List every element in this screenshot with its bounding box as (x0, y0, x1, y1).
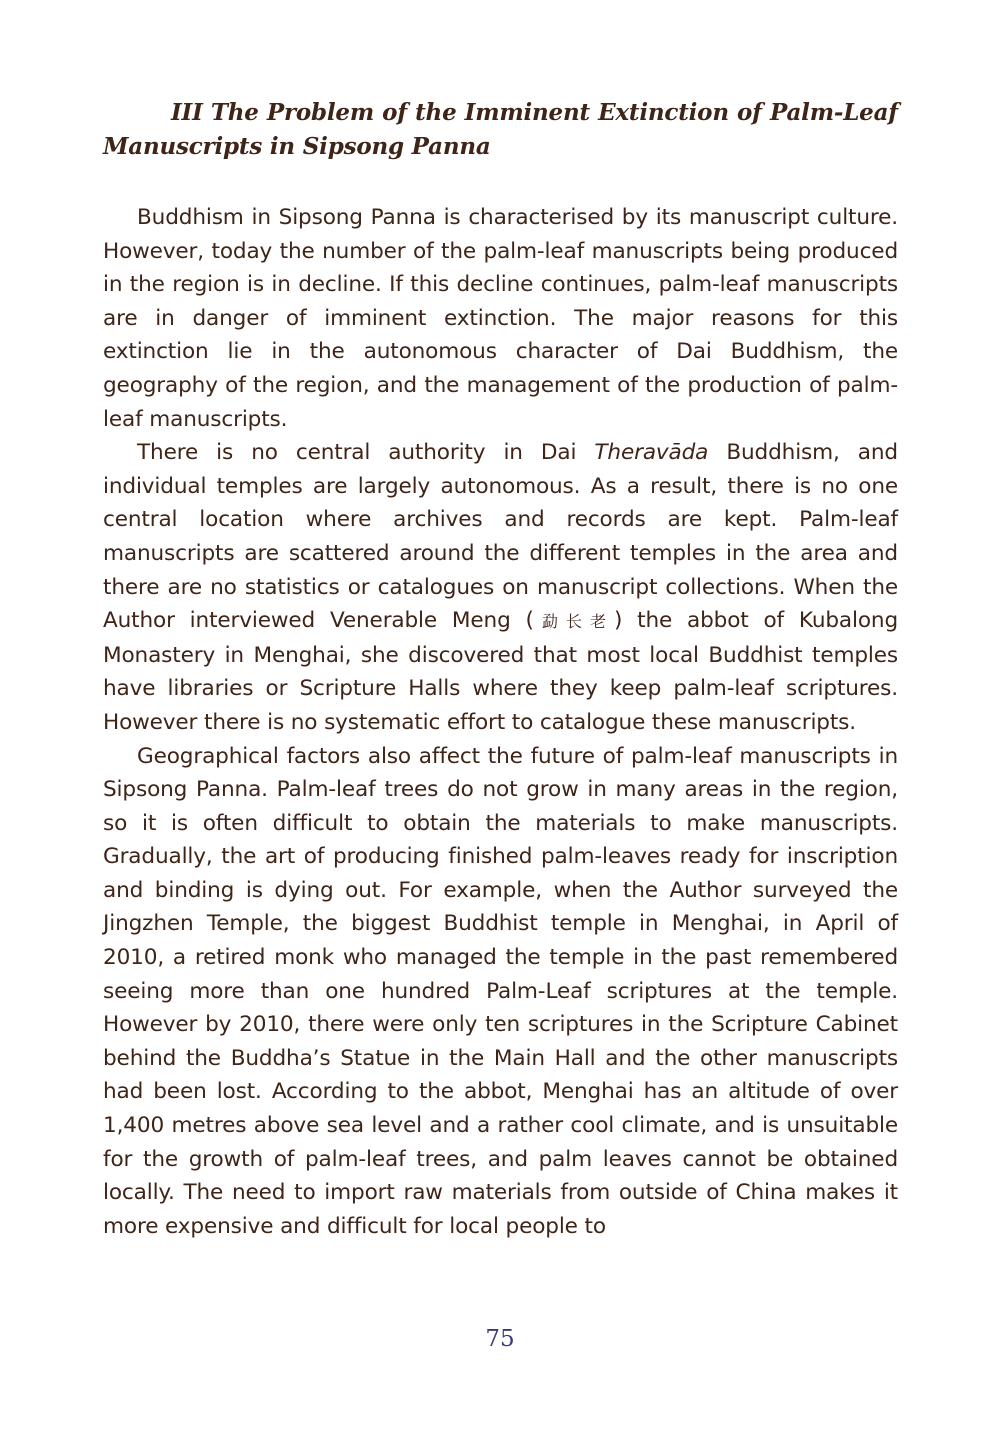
section-heading: III The Problem of the Imminent Extinction of Palm-Leaf Manuscripts in Sipsong Panna (103, 99, 898, 160)
page-body (103, 96, 898, 1243)
paragraph-2-text-b: Buddhism, and individual temples are largely autonomous. As a result, there is no one central location where archives and records are kept. Palm-leaf manuscripts are scattered around the different temples in the area and there are no statistics or catalogues on manuscript collections. When the Author interviewed Venerable Meng ( (103, 440, 898, 634)
paragraph-2-text-a: There is no central authority in Dai (137, 440, 595, 466)
chinese-name: 勐长老 (533, 612, 615, 632)
paragraph-3: Geographical factors also affect the future of palm-leaf manuscripts in Sipsong Panna. Palm-leaf trees do not grow in many areas in the region, so it is often difficult to obtain the materials to make manuscripts. Gradually, the art of producing finished palm-leaves ready for inscription and binding is dying out. For example, when the Author surveyed the Jingzhen Temple, the biggest Buddhist temple in Menghai, in April of 2010, a retired monk who managed the temple in the past remembered seeing more than one hundred Palm-Leaf scriptures at the temple. However by 2010, there were only ten scriptures in the Scripture Cabinet behind the Buddha’s Statue in the Main Hall and the other manuscripts had been lost. According to the abbot, Menghai has an altitude of over 1,400 metres above sea level and a rather cool climate, and is unsuitable for the growth of palm-leaf trees, and palm leaves cannot be obtained locally. The need to import raw materials from outside of China makes it more expensive and difficult for local people to (103, 743, 898, 1239)
paragraph-2-text-c: ) the abbot of Kubalong Monastery in Menghai, she discovered that most local Buddhist temples have libraries or Scripture Halls where they keep palm-leaf scriptures. However there is no systematic effort to catalogue these manuscripts. (103, 608, 898, 735)
theravada-term: Theravāda (594, 440, 709, 466)
paragraph-1: Buddhism in Sipsong Panna is characterised by its manuscript culture. However, today the number of the palm-leaf manuscripts being produced in the region is in decline. If this decline continues, palm-leaf manuscripts are in danger of imminent extinction. The major reasons for this extinction lie in the autonomous character of Dai Buddhism, the geography of the region, and the management of the production of palm-leaf manuscripts. (103, 205, 898, 432)
paragraph-2 (103, 436, 898, 739)
page-number: 75 (485, 1326, 515, 1352)
